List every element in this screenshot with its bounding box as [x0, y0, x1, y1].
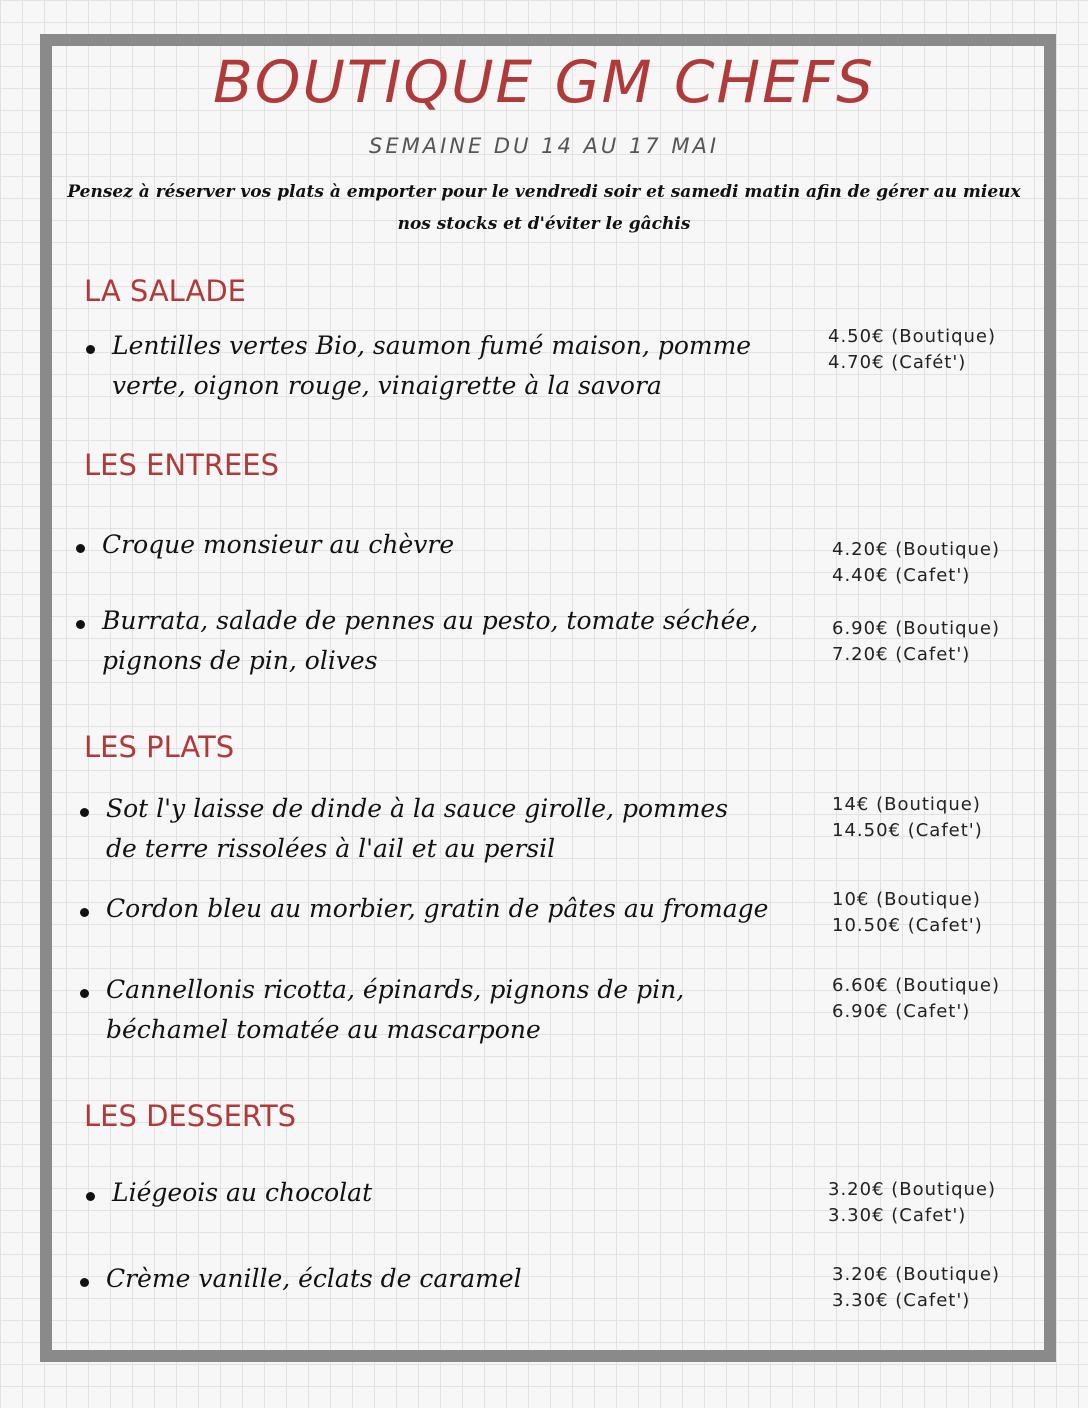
section-title-salade: LA SALADE	[84, 274, 246, 308]
menu-item-price-cafet: 4.40€ (Cafet')	[832, 565, 971, 586]
menu-item-price-boutique: 4.20€ (Boutique)	[832, 539, 1001, 560]
page-title: BOUTIQUE GM CHEFS	[213, 48, 875, 116]
menu-item-price-cafet: 4.70€ (Cafét')	[828, 352, 967, 373]
menu-item-price-cafet: 7.20€ (Cafet')	[832, 644, 971, 665]
menu-item-name: Sot l'y laisse de dinde à la sauce girolle, pommes de terre rissolées à l'ail et au persil	[106, 794, 729, 863]
bullet-icon	[86, 1192, 95, 1201]
bullet-icon	[76, 544, 85, 553]
menu-item-price-cafet: 6.90€ (Cafet')	[832, 1001, 971, 1022]
menu-item-name: Cannellonis ricotta, épinards, pignons de pin, béchamel tomatée au mascarpone	[106, 975, 685, 1044]
menu-item-name: Burrata, salade de pennes au pesto, tomate séchée, pignons de pin, olives	[102, 606, 759, 675]
section-title-desserts: LES DESSERTS	[84, 1099, 297, 1133]
reservation-note: Pensez à réserver vos plats à emporter pour le vendredi soir et samedi matin afin de gérer au mieux nos stocks et d'éviter le gâchis	[67, 182, 1021, 234]
menu-item-name: Croque monsieur au chèvre	[102, 530, 455, 559]
menu-item-price-cafet: 3.30€ (Cafet')	[832, 1290, 971, 1311]
menu-item-price-cafet: 3.30€ (Cafet')	[828, 1205, 967, 1226]
bullet-icon	[80, 1278, 89, 1287]
section-title-plats: LES PLATS	[84, 730, 235, 764]
menu-item-price-boutique: 10€ (Boutique)	[832, 889, 981, 910]
section-title-entrees: LES ENTREES	[84, 448, 280, 482]
bullet-icon	[80, 808, 89, 817]
menu-item-price-boutique: 3.20€ (Boutique)	[828, 1179, 997, 1200]
bullet-icon	[76, 620, 85, 629]
menu-item-price-boutique: 6.90€ (Boutique)	[832, 618, 1001, 639]
menu-item-name: Lentilles vertes Bio, saumon fumé maison, pomme verte, oignon rouge, vinaigrette à la savora	[112, 331, 752, 400]
menu-item-price-boutique: 4.50€ (Boutique)	[828, 326, 997, 347]
menu-item-price-cafet: 14.50€ (Cafet')	[832, 820, 983, 841]
week-subtitle: SEMAINE DU 14 AU 17 MAI	[368, 134, 720, 158]
menu-item-price-cafet: 10.50€ (Cafet')	[832, 915, 983, 936]
bullet-icon	[80, 908, 89, 917]
bullet-icon	[80, 989, 89, 998]
menu-item-name: Cordon bleu au morbier, gratin de pâtes au fromage	[106, 894, 769, 923]
bullet-icon	[86, 345, 95, 354]
menu-item-name: Crème vanille, éclats de caramel	[106, 1264, 522, 1293]
menu-item-price-boutique: 3.20€ (Boutique)	[832, 1264, 1001, 1285]
menu-item-name: Liégeois au chocolat	[112, 1178, 373, 1207]
menu-item-price-boutique: 14€ (Boutique)	[832, 794, 981, 815]
menu-item-price-boutique: 6.60€ (Boutique)	[832, 975, 1001, 996]
